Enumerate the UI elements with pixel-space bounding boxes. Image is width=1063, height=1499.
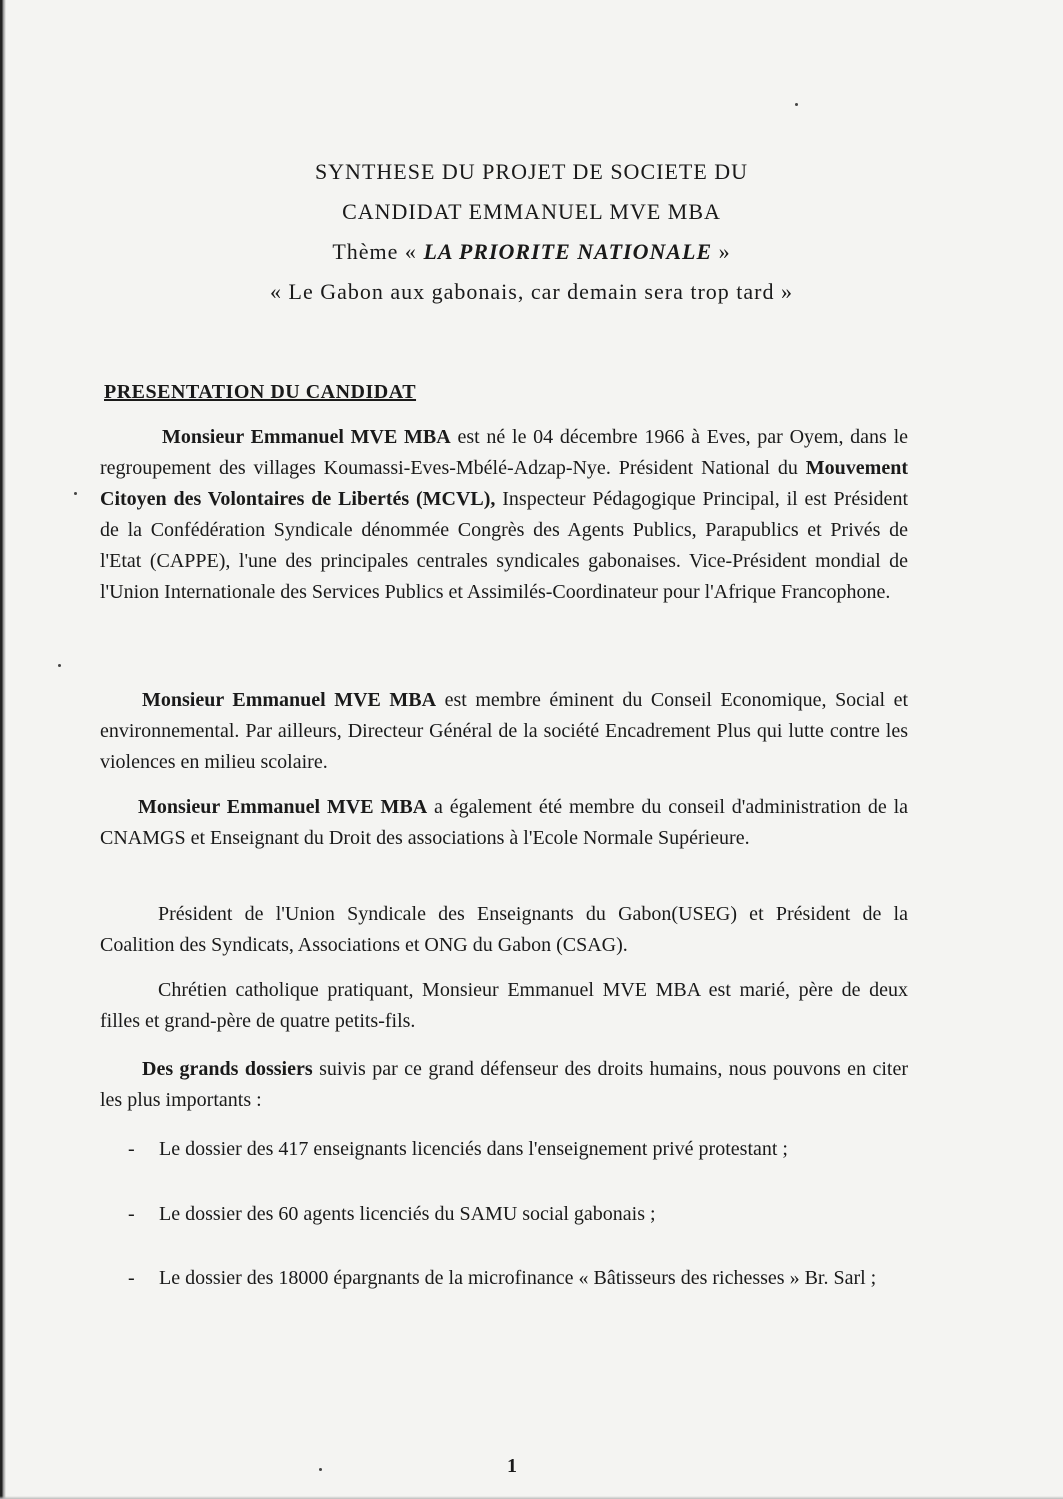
header-theme-line — [0, 232, 1063, 272]
list-dash: - — [128, 1138, 135, 1160]
scan-speck — [74, 492, 77, 495]
theme-suffix: » — [718, 239, 731, 264]
theme-prefix: Thème « — [332, 239, 417, 264]
theme-title: LA PRIORITE NATIONALE — [423, 239, 713, 264]
paragraph-text: a également été membre du conseil d'administration de la CNAMGS et Enseignant du Droit des associations à l'Ecole Normale Supérieure. — [100, 796, 908, 849]
section-heading: PRESENTATION DU CANDIDAT — [104, 381, 417, 403]
paragraph-text: est membre éminent du Conseil Economique, Social et environnemental. Par ailleurs, Directeur Général de la société Encadrement Plus qui lutte contre les violences en milieu scolaire. — [100, 689, 909, 773]
movement-name: Mouvement Citoyen des Volontaires de Libertés (MCVL), — [100, 457, 908, 510]
scan-speck — [795, 103, 798, 106]
scan-speck — [319, 1468, 322, 1471]
list-dash: - — [128, 1267, 135, 1289]
header-slogan: « Le Gabon aux gabonais, car demain sera trop tard » — [270, 279, 793, 304]
paragraph-text: suivis par ce grand défenseur des droits humains, nous pouvons en citer les plus importants : — [100, 1058, 909, 1111]
dossiers-lead: Des grands dossiers — [142, 1058, 313, 1080]
paragraph-text: Président de l'Union Syndicale des Enseignants du Gabon(USEG) et Président de la Coalition des Syndicats, Associations et ONG du Gabon (CSAG). — [100, 903, 908, 956]
candidate-name: Monsieur Emmanuel MVE MBA — [142, 689, 437, 711]
document-header — [0, 152, 1063, 312]
paragraph-text: est né le 04 décembre 1966 à Eves, par Oyem, dans le regroupement des villages Koumassi-Eves-Mbélé-Adzap-Nye. Président National du — [100, 426, 909, 479]
candidate-name: Monsieur Emmanuel MVE MBA — [162, 426, 451, 448]
page-number: 1 — [507, 1455, 517, 1477]
paragraph-useg — [100, 899, 908, 961]
list-item-text: Le dossier des 417 enseignants licenciés dans l'enseignement privé protestant ; — [159, 1138, 788, 1160]
list-dash: - — [128, 1203, 135, 1225]
paragraph-presentation — [100, 422, 908, 608]
paragraph-personal — [100, 975, 908, 1037]
list-item-text: Le dossier des 60 agents licenciés du SAMU social gabonais ; — [159, 1203, 656, 1225]
candidate-name: Monsieur Emmanuel MVE MBA — [138, 796, 428, 818]
paragraph-dossiers-intro — [100, 1054, 908, 1116]
scan-speck — [58, 664, 61, 667]
paragraph-cese — [100, 685, 908, 778]
list-item-text: Le dossier des 18000 épargnants de la microfinance « Bâtisseurs des richesses » Br. Sarl ; — [159, 1267, 877, 1289]
paragraph-text: Inspecteur Pédagogique Principal, il est Président de la Confédération Syndicale dénommée Congrès des Agents Publics, Parapublics et Privés de l'Etat (CAPPE), l'une des principales centrales syndicales gabonaises. Vice-Président mondial de l'Union Internationale des Services Publics et Assimilés-Coordinateur pour l'Afrique Francophone. — [100, 488, 908, 603]
paragraph-text: Chrétien catholique pratiquant, Monsieur Emmanuel MVE MBA est marié, père de deux filles et grand-père de quatre petits-fils. — [100, 979, 908, 1032]
header-line-1: SYNTHESE DU PROJET DE SOCIETE DU — [314, 159, 749, 184]
paragraph-cnamgs — [100, 792, 908, 854]
header-line-2: CANDIDAT EMMANUEL MVE MBA — [342, 199, 721, 224]
